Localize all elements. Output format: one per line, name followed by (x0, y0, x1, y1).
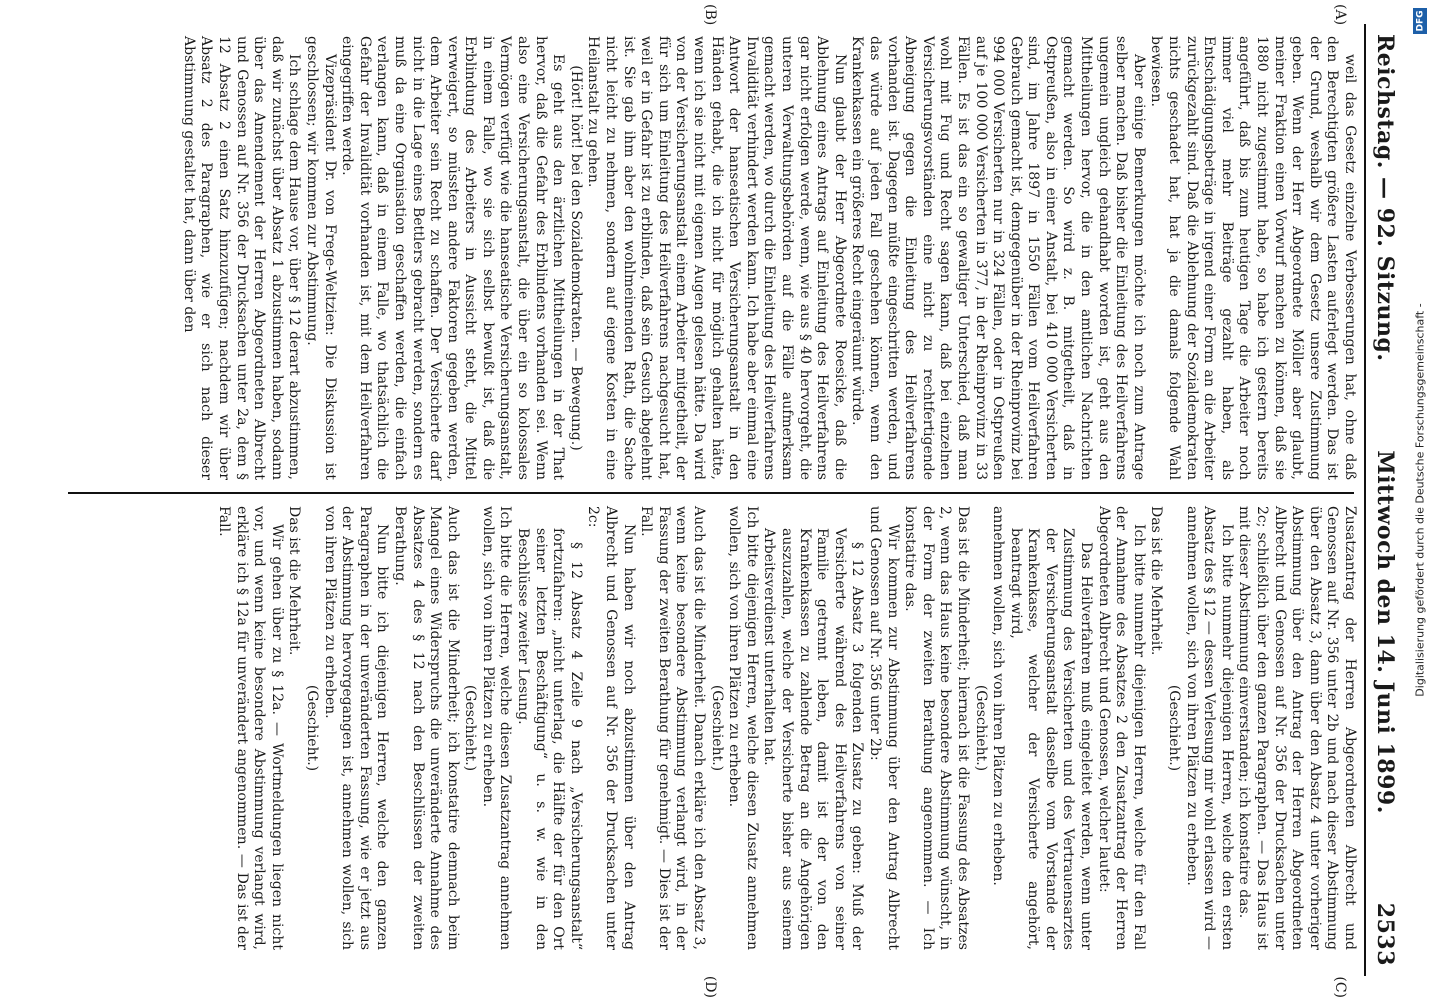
paragraph: Zusatzantrag der Herren Abgeordneten Albrecht und Genossen auf Nr. 356 unter 2b und nach dieser Abstimmung über den Absatz 3, dann über den Absatz 4 unter vorheriger Abstimmung über den Antrag der Herren Abgeordneten Albrecht und Genossen auf Nr. 356 der Drucksachen unter 2c; schließlich über den ganzen Paragraphen. — Das Haus ist mit dieser Abstimmung einverstanden; ich konstatire das. (1236, 506, 1358, 950)
interjection: (Geschieht.) (972, 684, 989, 772)
marker-d: (D) (702, 975, 718, 998)
interjection: (Geschieht.) (708, 684, 725, 772)
quoted-motion: § 12 Absatz 4 Zeile 9 nach „Versicherungsanstalt“ fortzufahren: „nicht unterlag, die Hälfte der für den Ort seiner letzten Beschäftigung“ u. s. w. wie in den Beschlüsse zweiter Lesung. (515, 528, 584, 950)
paragraph: Aber einige Bemerkungen möchte ich noch zum Antrage selber machen. Daß bisher die Einleitung des Heilverfahrens ungemein ungleich gehandhabt worden ist, geht aus den Mittheilungen hervor, die in den amtlichen Nachrichten gemacht werden. So wird z. B. mitgetheilt, daß in Ostpreußen, also in einer Anstalt, bei 410 000 Versicherten sind, im Jahre 1897 in 1550 Fällen vom Heilverfahren Gebrauch gemacht ist, demgegenüber in der Rheinprovinz bei 994 000 Versicherten nur in 324 Fällen, oder in Ostpreußen auf je 100 000 Versicherten in 377, in der Rheinprovinz in 33 Fällen. Es ist das ein so gewaltiger Unterschied, daß man wohl mit Fug und Recht sagen kann, daß bei einzelnen Versicherungsvorständen eine nicht zu rechtfertigende Abneigung gegen die Einleitung des Heilverfahrens vorhanden ist. Dagegen müßte eingeschritten werden, und das würde auf jeden Fall geschehen können, wenn den Krankenkassen ein größeres Recht eingeräumt würde. (849, 36, 1147, 480)
interjection: (Geschieht.) (462, 684, 479, 772)
page-header (1364, 24, 1398, 976)
page-number: 2533 (1372, 902, 1398, 966)
text-columns (68, 4, 1358, 998)
paragraph: Wir gehen über zu § 12a. — Wortmeldungen liegen nicht vor, und wenn keine besondere Abstimmung verlangt wird, erkläre ich § 12a für unverändert angenommen. — Das ist der Fall. (216, 506, 285, 950)
paragraph: Das ist die Mehrheit. (286, 506, 303, 656)
paragraph: weil das Gesetz einzelne Verbesserungen hat, ohne daß den Berechtigten größere Lasten auferlegt werden. Das ist der Grund, weshalb wir dem Gesetz unsere Zustimmung geben. Wenn der Herr Abgeordnete Möller aber glaubt, meiner Fraktion einen Vorwurf machen zu können, daß sie 1880 nicht zugestimmt habe, so habe ich gestern bereits angeführt, daß bis zum heutigen Tage die Arbeiter noch immer viel mehr Beiträge gezahlt haben, als Entschädigungsbeträge in irgend einer Form an die Arbeiter zurückgezahlt sind. Daß die Ablehnung der Sozialdemokraten nichts geschadet hat, hat ja die damals folgende Wahl bewiesen. (1148, 36, 1358, 480)
credit-text: Digitalisierung gefördert durch die Deutsche Forschungsgemeinschaft - (1413, 303, 1427, 697)
header-left: Reichstag. — 92. Sitzung. (1372, 34, 1398, 362)
interjection: (Geschieht.) (1166, 684, 1183, 772)
paragraph: Auch das ist die Minderheit; ich konstatire demnach beim Mangel eines Widerspruchs die unveränderte Annahme des Absatzes 4 des § 12 nach den Beschlüssen der zweiten Berathung. (391, 506, 461, 950)
dfg-logo: DFG (1413, 8, 1427, 34)
header-date: Mittwoch den 14. Juni 1899. (1372, 450, 1398, 814)
paragraph: Ich bitte nunmehr diejenigen Herren, welche den ersten Absatz des § 12 — dessen Verlesung mir wohl erlassen wird — annehmen wollen, sich von ihren Plätzen zu erheben. (1183, 506, 1235, 950)
paragraph: Nun haben wir noch abzustimmen über den Antrag Albrecht und Genossen auf Nr. 356 der Drucksachen unter 2c: (585, 506, 637, 950)
column-left (68, 24, 1358, 492)
paragraph: Nun glaubt der Herr Abgeordnete Roesicke, daß die Ablehnung eines Antrags auf Einleitung des Heilverfahrens gar nicht erfolgen werde, wenn, wie aus § 40 hervorgeht, die unteren Verwaltungsbehörden auf die Fälle aufmerksam gemacht werden, wo durch die Einleitung des Heilverfahrens Invalidität verhindert werden kann. Ich habe aber einmal eine Antwort der hanseatischen Versicherungsanstalt in den Händen gehabt, die ich nicht für möglich gehalten hätte, wenn ich sie nicht mit eigenen Augen gelesen hätte. Da wird von der Versicherungsanstalt einem Arbeiter mitgetheilt, der für sich um Einleitung des Heilverfahrens nachgesucht hat, weil er in Gefahr ist zu erblinden, daß sein Gesuch abgelehnt ist. Sie gab ihm aber den wohlmeinenden Rath, die Sache nicht leicht zu nehmen, sondern auf eigene Kosten in eine Heilanstalt zu gehen. (585, 36, 848, 480)
paragraph: Das ist die Minderheit; hiernach ist die Fassung des Absatzes 2, wenn das Haus keine besondere Abstimmung wünscht, in der Form der zweiten Berathung angenommen. — Ich konstatire das. (902, 506, 971, 950)
quoted-motion: § 12 Absatz 3 folgenden Zusatz zu geben: Muß der Versicherte während des Heilverfahrens von seiner Familie getrennt leben, damit ist der von den Krankenkassen zu zahlende Betrag an die Angehörigen auszuzahlen, welche der Versicherte bisher aus seinem Arbeitsverdienst unterhalten hat. (761, 528, 866, 950)
paragraph: Auch das ist die Minderheit. Danach erkläre ich den Absatz 3, wenn keine besondere Abstimmung verlangt wird, in der Fassung der zweiten Berathung für genehmigt. — Dies ist der Fall. (638, 506, 708, 950)
paragraph: Ich bitte nunmehr diejenigen Herren, welche für den Fall der Annahme des Absatzes 2 den Zusatzantrag der Herren Abgeordneten Albrecht und Genossen, welcher lautet: (1095, 506, 1147, 950)
paragraph: annehmen wollen, sich von ihren Plätzen zu erheben. (990, 506, 1007, 886)
paragraph: Wir kommen zur Abstimmung über den Antrag Albrecht und Genossen auf Nr. 356 unter 2b: (866, 506, 901, 950)
marker-c: (C) (1332, 976, 1348, 998)
paragraph: Ich bitte diejenigen Herren, welche diesen Zusatz annehmen wollen, sich von ihren Plätzen zu erheben. (726, 506, 760, 950)
paragraph: Es geht aus den ärztlichen Mittheilungen in der That hervor, daß die Gefahr des Erblindens vorhanden sei. Wenn also eine Versicherungsanstalt, die über ein so kolossales Vermögen verfügt wie die hanseatische Versicherungsanstalt, in einem Falle, wo sie sich selbst bewußt ist, daß die Erblindung des Arbeiters in Aussicht steht, die Mittel verweigert, so müssten andere Faktoren gegeben werden, dem Arbeiter sein Recht zu schaffen. Der Versicherte darf nicht in die Lage eines Bettlers gebracht werden, sondern es muß da eine Organisation geschaffen werden, die einfach verlangen kann, daß in einem Falle, wo thatsächlich die Gefahr der Invalidität vorhanden ist, mit dem Heilverfahren eingegriffen werde. (339, 36, 567, 480)
paragraph: Nun bitte ich diejenigen Herren, welche den ganzen Paragraphen in der unveränderten Fassung, wie er jetzt aus der Abstimmung hervorgegangen ist, annehmen wollen, sich von ihren Plätzen zu erheben. (321, 506, 391, 950)
marker-b: (B) (702, 4, 718, 26)
paragraph: Ich bitte die Herren, welche diesen Zusatzantrag annehmen wollen, sich von ihren Plätzen zu erheben. (479, 506, 514, 950)
interjection: (Hört! hört! bei den Sozialdemokraten. — Bewegung.) (567, 65, 584, 451)
column-right (68, 494, 1358, 962)
paragraph: Das ist die Mehrheit. (1148, 506, 1165, 656)
paragraph: Vizepräsident Dr. von Frege-Weltzien: Die Diskussion ist geschlossen; wir kommen zur Abstimmung. (303, 36, 338, 480)
interjection: (Geschieht.) (303, 684, 320, 772)
marker-a: (A) (1332, 4, 1348, 26)
rotated-newspaper-page (65, 0, 1420, 1000)
digitization-credit (1408, 0, 1432, 1000)
paragraph: Ich schlage dem Hause vor, über § 12 derart abzustimmen, daß wir zunächst über Absatz 1 abzustimmen haben, sodann über das Amendement der Herren Abgeordneten Albrecht und Genossen auf Nr. 356 der Drucksachen unter 2a, dem § 12 Absatz 2 einen Satz hinzuzufügen; nachdem wir über Absatz 2 des Paragraphen, wie er sich nach dieser Abstimmung gestaltet hat, dann über den (180, 36, 303, 480)
quoted-motion: Das Heilverfahren muß eingeleitet werden, wenn unter Zustimmung des Versicherten und des Vertrauensarztes der Versicherungsanstalt dasselbe vom Vorstande der Krankenkasse, welcher der Versicherte angehört, beantragt wird, (1007, 528, 1095, 950)
